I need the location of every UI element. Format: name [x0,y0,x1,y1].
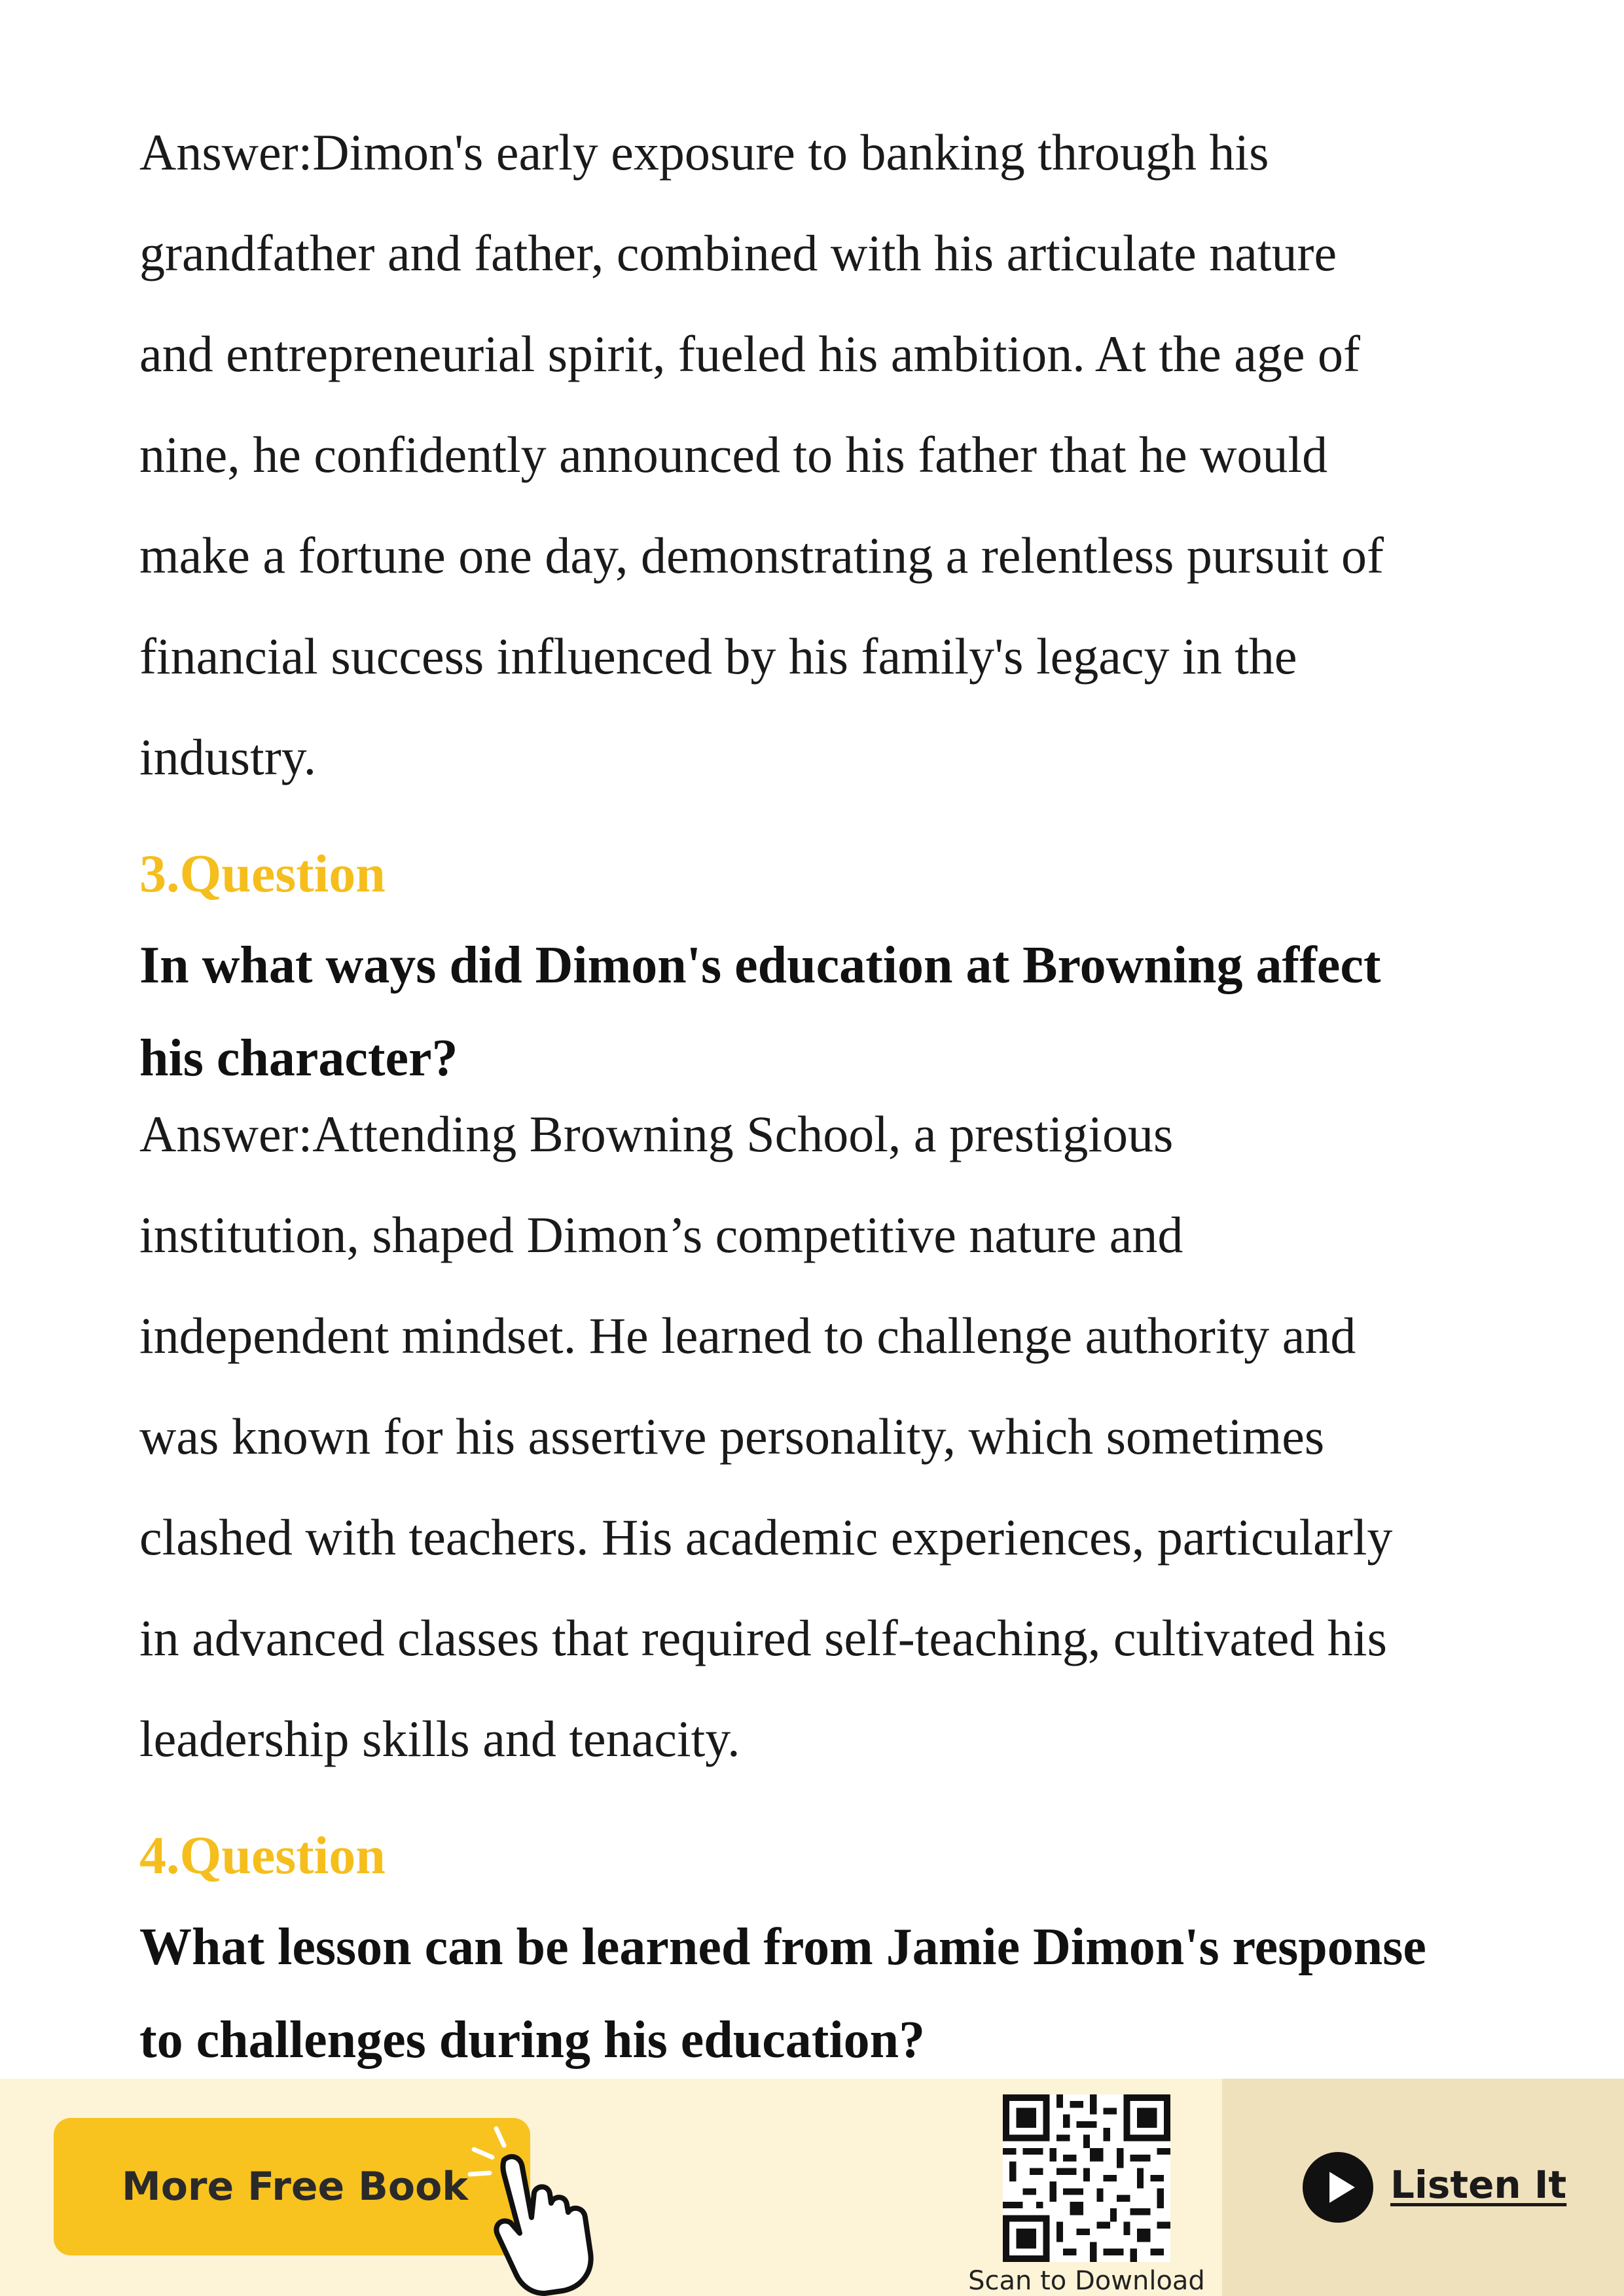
question-4-label: 4.Question [139,1825,386,1885]
answer-3-line: was known for his assertive personality, which sometimes [139,1408,1325,1465]
answer-3-line: institution, shaped Dimon’s competitive nature and [139,1206,1183,1263]
answer-2-line: make a fortune one day, demonstrating a relentless pursuit of [139,527,1384,584]
scan-to-download-label: Scan to Download [968,2266,1205,2296]
answer-2-line: Answer:Dimon's early exposure to banking through his [139,124,1269,181]
answer-3-line: leadership skills and tenacity. [139,1710,740,1767]
play-icon[interactable] [1303,2152,1373,2223]
answer-2-line: grandfather and father, combined with his articulate nature [139,224,1337,281]
answer-3-line: Answer:Attending Browning School, a prestigious [139,1105,1174,1162]
answer-3-line: independent mindset. He learned to challenge authority and [139,1307,1356,1364]
more-free-book-label: More Free Book [122,2164,469,2210]
qr-code [1003,2094,1170,2262]
answer-3-line: in advanced classes that required self-teaching, cultivated his [139,1609,1387,1666]
question-3-text-line: his character? [139,1030,458,1087]
answer-2-line: nine, he confidently announced to his father that he would [139,426,1328,483]
pointing-hand-icon [458,2119,615,2296]
answer-3-line: clashed with teachers. His academic experiences, particularly [139,1509,1393,1566]
answer-2-line: and entrepreneurial spirit, fueled his ambition. At the age of [139,325,1360,382]
question-3-text-line: In what ways did Dimon's education at Browning affect [139,937,1381,994]
answer-2-line: industry. [139,728,317,785]
promo-footer [0,2079,1624,2296]
question-3-label: 3.Question [139,844,386,903]
answer-2-line: financial success influenced by his family's legacy in the [139,628,1297,685]
listen-it-link[interactable]: Listen It [1390,2162,1567,2207]
question-4-text-line: What lesson can be learned from Jamie Dimon's response [139,1918,1426,1976]
question-4-text-line: to challenges during his education? [139,2011,926,2069]
